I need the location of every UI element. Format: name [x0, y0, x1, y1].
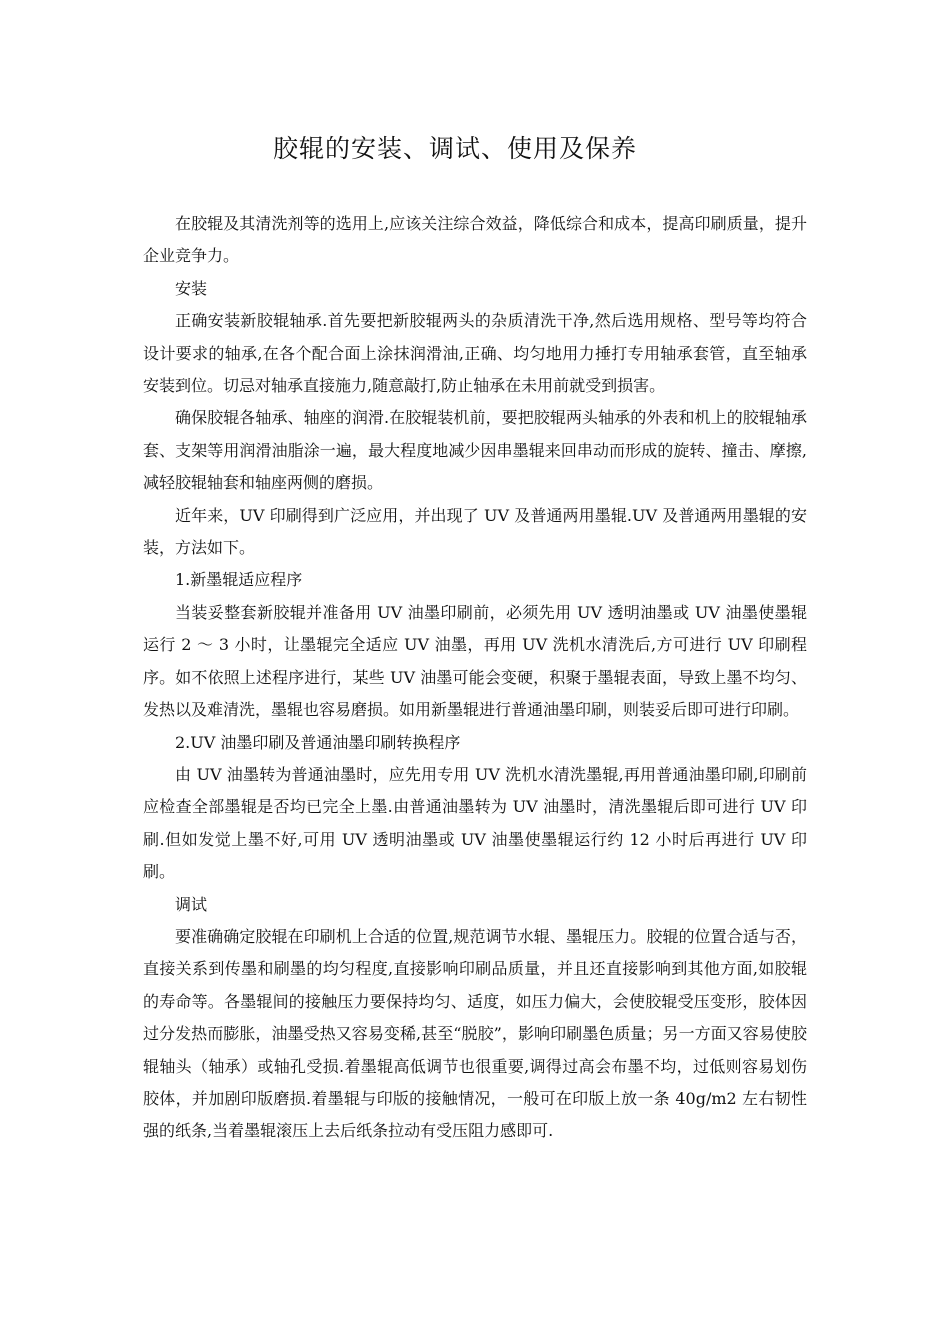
subheading-new-roller: 1.新墨辊适应程序 — [175, 570, 303, 590]
paragraph-lubrication: 确保胶辊各轴承、轴座的润滑.在胶辊装机前，要把胶辊两头轴承的外表和机上的胶辊轴承套、支架等用润滑油脂涂一遍，最大程度地减少因串墨辊来回串动而形成的旋转、撞击、摩擦,减轻胶辊轴套和轴座两侧的磨损。 — [143, 408, 807, 493]
section-heading-install: 安装 — [175, 278, 208, 298]
paragraph-intro: 在胶辊及其清洗剂等的选用上,应该关注综合效益，降低综合和成本，提高印刷质量，提升企业竞争力。 — [143, 214, 807, 266]
paragraph-uv-intro: 近年来，UV 印刷得到广泛应用，并出现了 UV 及普通两用墨辊.UV 及普通两用墨辊的安装，方法如下。 — [143, 505, 807, 558]
section-heading-debug: 调试 — [175, 894, 208, 914]
document-title: 胶辊的安装、调试、使用及保养 — [272, 134, 637, 163]
subheading-ink-conversion: 2.UV 油墨印刷及普通油墨印刷转换程序 — [175, 732, 461, 752]
paragraph-new-roller: 当装妥整套新胶辊并准备用 UV 油墨印刷前，必须先用 UV 透明油墨或 UV 油墨使墨辊运行 2 ～ 3 小时，让墨辊完全适应 UV 油墨，再用 UV 洗机水清洗后,方可进行 UV 印刷程序。如不依照上述程序进行，某些 UV 油墨可能会变硬，积聚于墨辊表面，导致上墨不均匀、发热以及难清洗，墨辊也容易磨损。如用新墨辊进行普通油墨印刷，则装妥后即可进行印刷。 — [143, 602, 807, 720]
document-body — [143, 208, 807, 1148]
paragraph-debug: 要准确确定胶辊在印刷机上合适的位置,规范调节水辊、墨辊压力。胶辊的位置合适与否，直接关系到传墨和刷墨的均匀程度,直接影响印刷品质量，并且还直接影响到其他方面,如胶辊的寿命等。各墨辊间的接触压力要保持均匀、适度，如压力偏大，会使胶辊受压变形，胶体因过分发热而膨胀，油墨受热又容易变稀,甚至“脱胶”，影响印刷墨色质量；另一方面又容易使胶辊轴头（轴承）或轴孔受损.着墨辊高低调节也很重要,调得过高会布墨不均，过低则容易划伤胶体，并加剧印版磨损.着墨辊与印版的接触情况，一般可在印版上放一条 40g/m2 左右韧性强的纸条,当着墨辊滚压上去后纸条拉动有受压阻力感即可. — [143, 926, 807, 1141]
paragraph-bearing-install: 正确安装新胶辊轴承.首先要把新胶辊两头的杂质清洗干净,然后选用规格、型号等均符合设计要求的轴承,在各个配合面上涂抹润滑油,正确、均匀地用力捶打专用轴承套管，直至轴承安装到位。切忌对轴承直接施力,随意敲打,防止轴承在未用前就受到损害。 — [143, 311, 807, 396]
paragraph-ink-conversion: 由 UV 油墨转为普通油墨时，应先用专用 UV 洗机水清洗墨辊,再用普通油墨印刷,印刷前应检查全部墨辊是否均已完全上墨.由普通油墨转为 UV 油墨时，清洗墨辊后即可进行 UV 印刷.但如发觉上墨不好,可用 UV 透明油墨或 UV 油墨使墨辊运行约 12 小时后再进行 UV 印刷。 — [143, 764, 807, 882]
